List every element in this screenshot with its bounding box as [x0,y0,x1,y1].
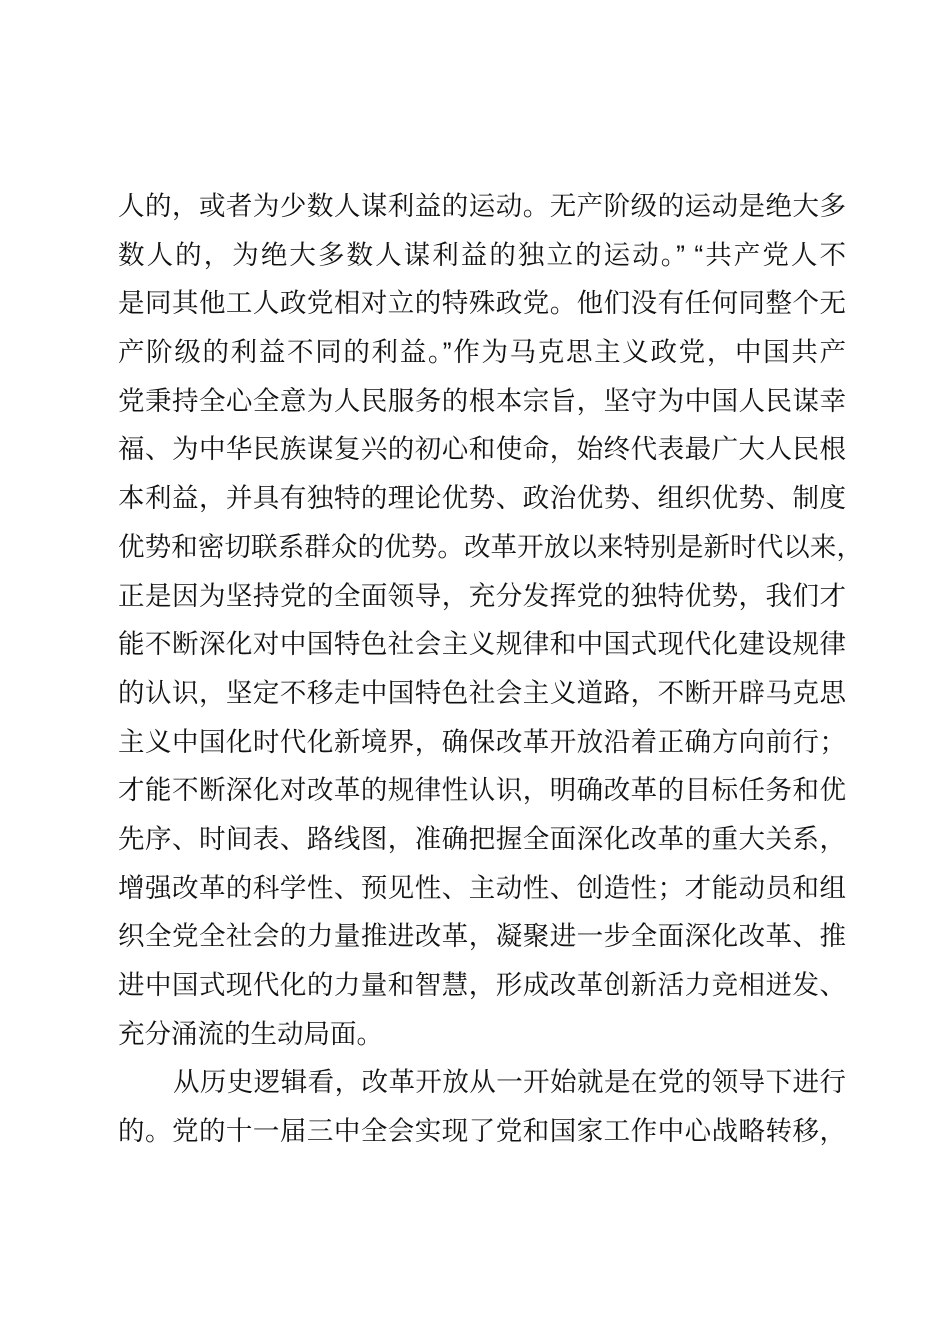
text-line: 的认识，坚定不移走中国特色社会主义道路，不断开辟马克思 [118,677,846,708]
text-line: 能不断深化对中国特色社会主义规律和中国式现代化建设规律 [118,629,846,660]
text-line: 从历史逻辑看，改革开放从一开始就是在党的领导下进行 [173,1067,846,1098]
text-line: 正是因为坚持党的全面领导，充分发挥党的独特优势，我们才 [118,580,846,611]
text-line: 福、为中华民族谋复兴的初心和使命，始终代表最广大人民根 [118,434,846,465]
text-line: 是同其他工人政党相对立的特殊政党。他们没有任何同整个无 [118,288,846,319]
text-line: 先序、时间表、路线图，准确把握全面深化改革的重大关系， [118,823,846,854]
text-line: 充分涌流的生动局面。 [118,1018,383,1049]
text-line: 增强改革的科学性、预见性、主动性、创造性；才能动员和组 [118,872,846,903]
document-body-text [118,182,863,1156]
text-line: 才能不断深化对改革的规律性认识，明确改革的目标任务和优 [118,775,846,806]
text-line: 党秉持全心全意为人民服务的根本宗旨，坚守为中国人民谋幸 [118,385,846,416]
text-line: 产阶级的利益不同的利益。”作为马克思主义政党，中国共产 [118,337,846,368]
text-line: 本利益，并具有独特的理论优势、政治优势、组织优势、制度 [118,483,846,514]
paragraph [118,182,863,1058]
paragraph [118,1058,846,1155]
text-line: 人的，或者为少数人谋利益的运动。无产阶级的运动是绝大多 [118,191,846,221]
text-line: 织全党全社会的力量推进改革，凝聚进一步全面深化改革、推 [118,921,846,952]
text-line: 主义中国化时代化新境界，确保改革开放沿着正确方向前行； [118,726,846,757]
text-line: 进中国式现代化的力量和智慧，形成改革创新活力竞相迸发、 [118,970,846,1000]
text-line: 优势和密切联系群众的优势。改革开放以来特别是新时代以来， [118,531,863,562]
text-line: 数人的，为绝大多数人谋利益的独立的运动。” “共产党人不 [118,239,846,270]
text-line: 的。党的十一届三中全会实现了党和国家工作中心战略转移， [118,1116,846,1147]
